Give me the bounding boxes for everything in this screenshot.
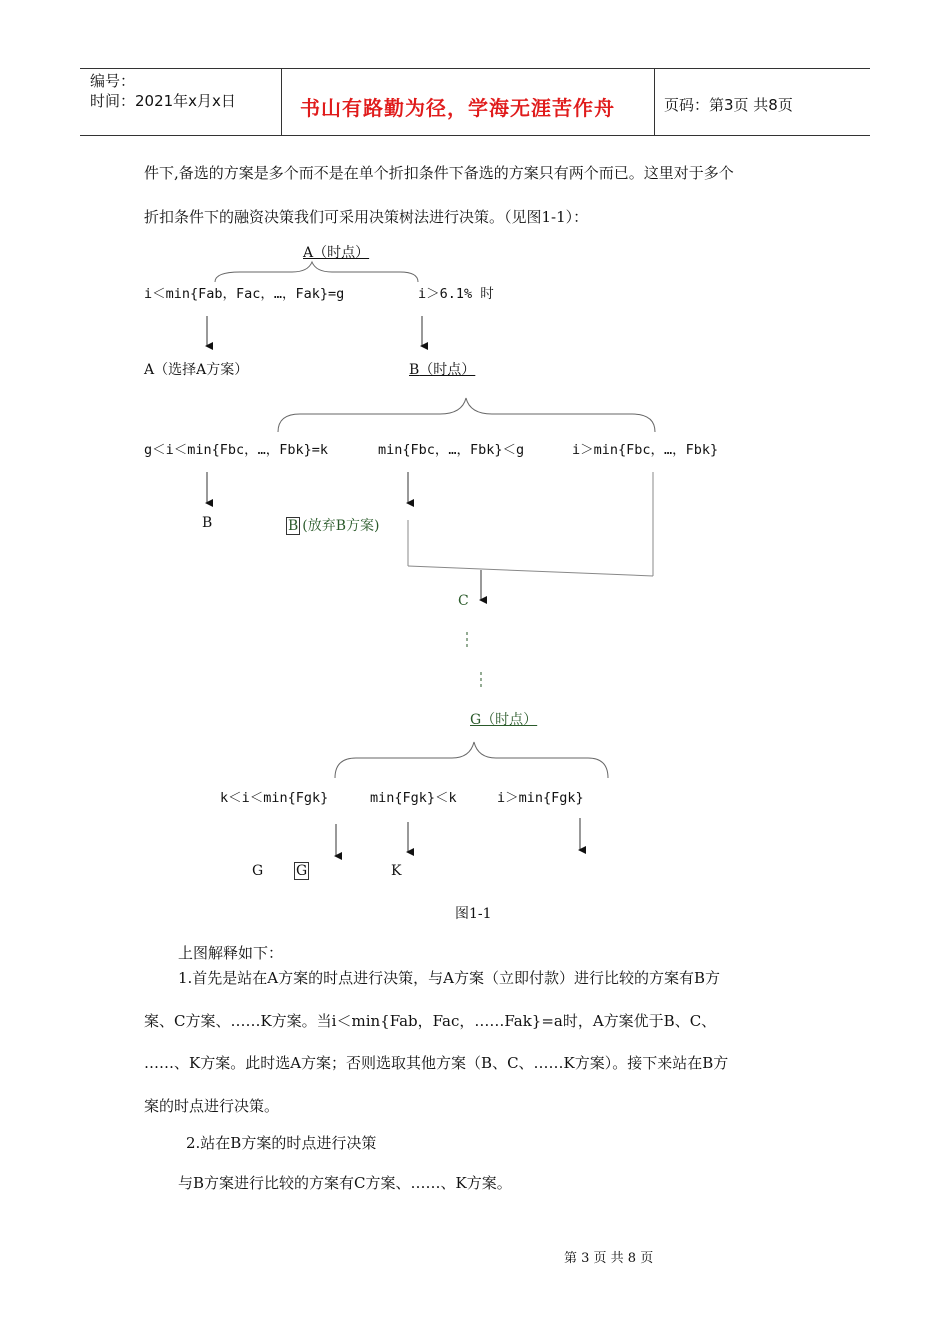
explanation-p1-line1: 1.首先是站在A方案的时点进行决策，与A方案（立即付款）进行比较的方案有B方 <box>178 969 721 987</box>
node-a: A（时点） <box>303 245 370 261</box>
explanation-p1-line3: ……、K方案。此时选A方案；否则选取其他方案（B、C、……K方案）。接下来站在B方 <box>144 1054 729 1072</box>
result-g: G <box>252 863 264 879</box>
result-k: K <box>391 863 402 879</box>
footer-page: 第 3 页 共 8 页 <box>564 1251 654 1266</box>
brace-a <box>215 262 418 282</box>
brace-b <box>278 398 655 432</box>
explanation-p1-line2: 案、C方案、……K方案。当i＜min{Fab，Fac，……Fak}=a时，A方案优于B、C、 <box>144 1012 717 1030</box>
node-b <box>409 359 489 379</box>
header-number-label: 编号： <box>90 72 136 90</box>
result-a: A（选择A方案） <box>144 362 249 378</box>
header-time-label: 时间：2021年x月x日 <box>90 92 236 110</box>
cond-g-2: min{Fgk}＜k <box>370 790 457 806</box>
explanation-p1-line4: 案的时点进行决策。 <box>144 1097 280 1115</box>
node-c: C <box>458 593 469 609</box>
node-g: G（时点） <box>470 712 538 728</box>
explanation-p2-heading: 2.站在B方案的时点进行决策 <box>186 1134 377 1152</box>
figure-caption: 图1-1 <box>455 906 492 922</box>
brace-g <box>335 742 608 778</box>
explanation-heading: 上图解释如下： <box>178 944 284 962</box>
result-g-boxed <box>294 863 309 879</box>
result-b: B <box>202 515 213 531</box>
bracket-bottom <box>408 566 653 576</box>
intro-line-1: 件下,备选的方案是多个而不是在单个折扣条件下备选的方案只有两个而已。这里对于多个 <box>144 164 734 182</box>
cond-g-1: k＜i＜min{Fgk} <box>220 790 329 806</box>
intro-line-2: 折扣条件下的融资决策我们可采用决策树法进行决策。（见图1-1）： <box>144 208 589 226</box>
header-page-label: 页码：第3页 共8页 <box>664 96 793 114</box>
node-b-letter: B <box>409 362 420 378</box>
cond-b-3: i＞min{Fbc，…，Fbk} <box>572 442 719 458</box>
cond-g-3: i＞min{Fgk} <box>497 790 584 806</box>
result-g-box: G <box>296 863 308 879</box>
header-motto: 书山有路勤为径，学海无涯苦作舟 <box>300 96 615 120</box>
cond-a-left: i＜min{Fab，Fac，…，Fak}=g <box>144 286 345 302</box>
node-b-rest: （时点） <box>419 362 476 378</box>
cond-b-1: g＜i＜min{Fbc，…，Fbk}=k <box>144 442 329 458</box>
explanation-p2-line1: 与B方案进行比较的方案有C方案、……、K方案。 <box>178 1174 512 1192</box>
result-b-alt <box>286 515 380 535</box>
cond-a-right: i＞6.1% 时 <box>418 286 494 302</box>
result-b-box: B <box>288 518 299 534</box>
result-b-note: (放弃B方案) <box>302 518 380 534</box>
cond-b-2: min{Fbc，…，Fbk}＜g <box>378 442 525 458</box>
